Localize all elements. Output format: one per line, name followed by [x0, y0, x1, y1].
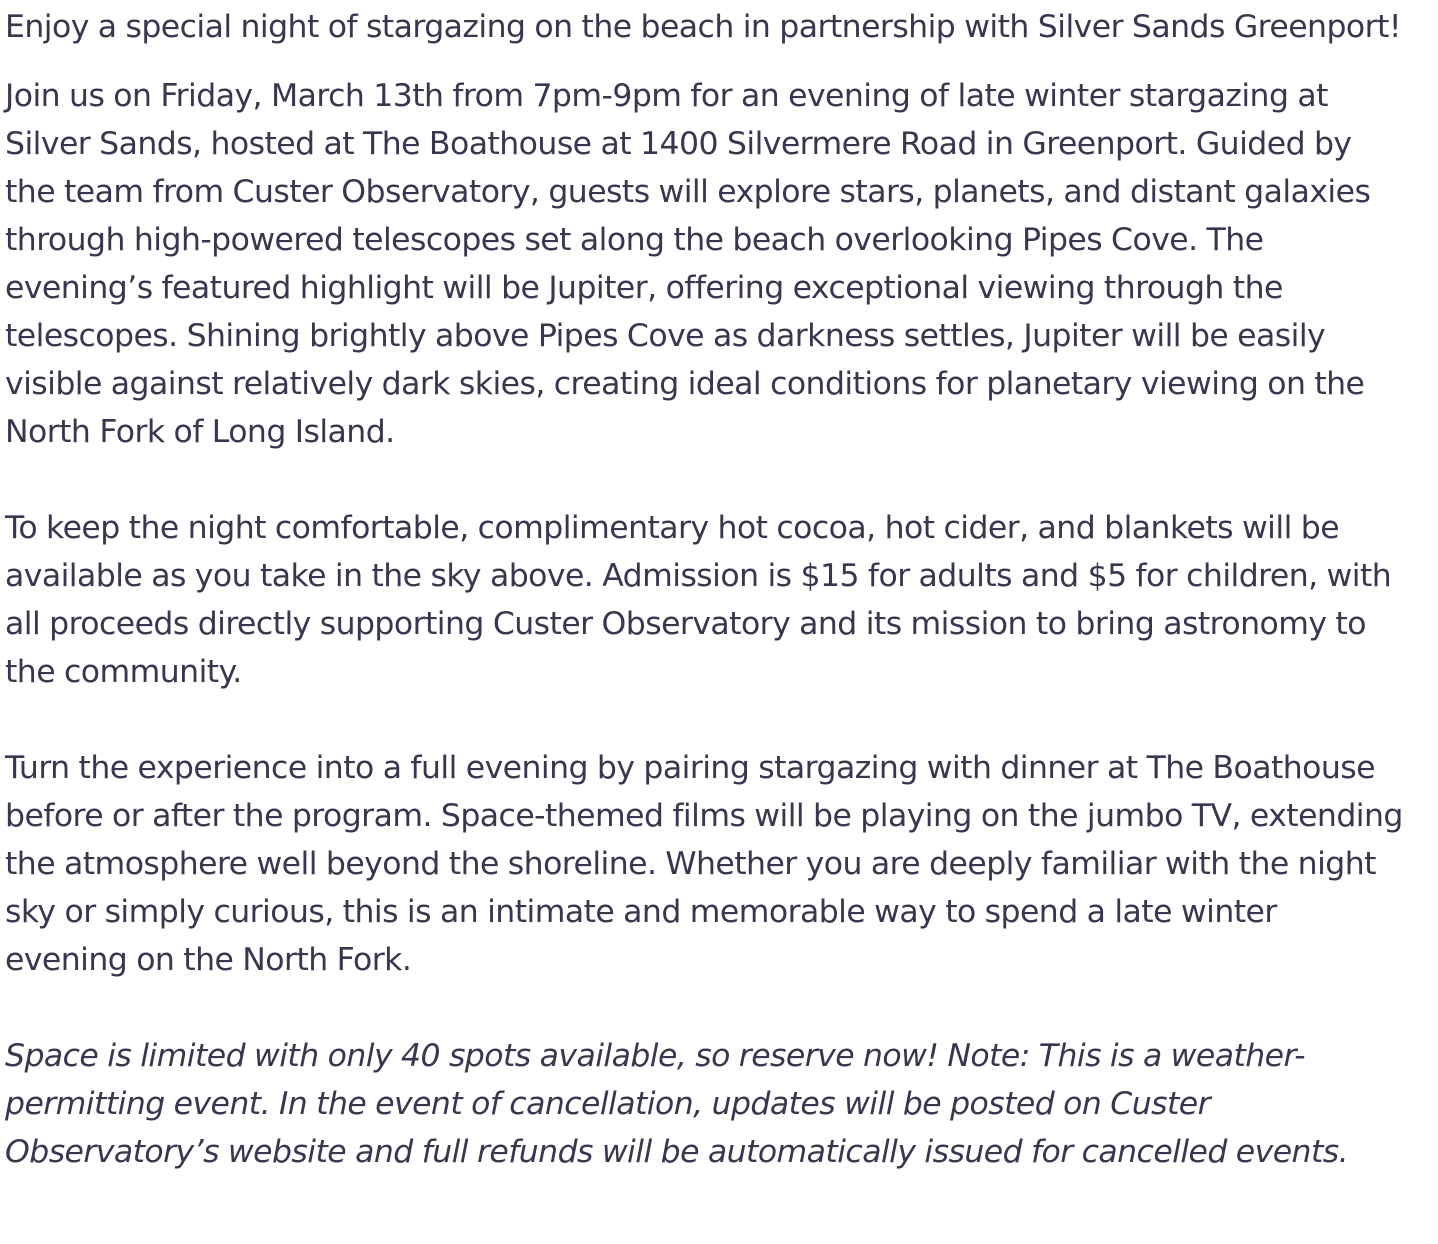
dinner-films-paragraph: Turn the experience into a full evening by pairing stargazing with dinner at The Boathouse before or after the program. Space-themed films will be playing on the jumbo TV, extending the atmosphere well beyond the shoreline. Whether you are deeply familiar with the night sky or simply curious, this is an intimate and memorable way to spend a late winter evening on the North Fork. [5, 750, 1403, 978]
note-paragraph: Space is limited with only 40 spots available, so reserve now! Note: This is a weather-permitting event. In the event of cancellation, updates will be posted on Custer Observatory’s website and full refunds will be automatically issued for cancelled events. [5, 1038, 1349, 1170]
details-paragraph: Join us on Friday, March 13th from 7pm-9pm for an evening of late winter stargazing at Silver Sands, hosted at The Boathouse at 1400 Silvermere Road in Greenport. Guided by the team from Custer Observatory, guests will explore stars, planets, and distant galaxies through high-powered telescopes set along the beach overlooking Pipes Cove. The evening’s featured highlight will be Jupiter, offering exceptional viewing through the telescopes. Shining brightly above Pipes Cove as darkness settles, Jupiter will be easily visible against relatively dark skies, creating ideal conditions for planetary viewing on the North Fork of Long Island. [5, 78, 1371, 450]
intro-paragraph: Enjoy a special night of stargazing on the beach in partnership with Silver Sands Greenport! [5, 9, 1401, 45]
comfort-admission-paragraph: To keep the night comfortable, complimentary hot cocoa, hot cider, and blankets will be available as you take in the sky above. Admission is $15 for adults and $5 for children, with all proceeds directly supporting Custer Observatory and its mission to bring astronomy to the community. [5, 510, 1392, 690]
event-description [5, 3, 1405, 1176]
